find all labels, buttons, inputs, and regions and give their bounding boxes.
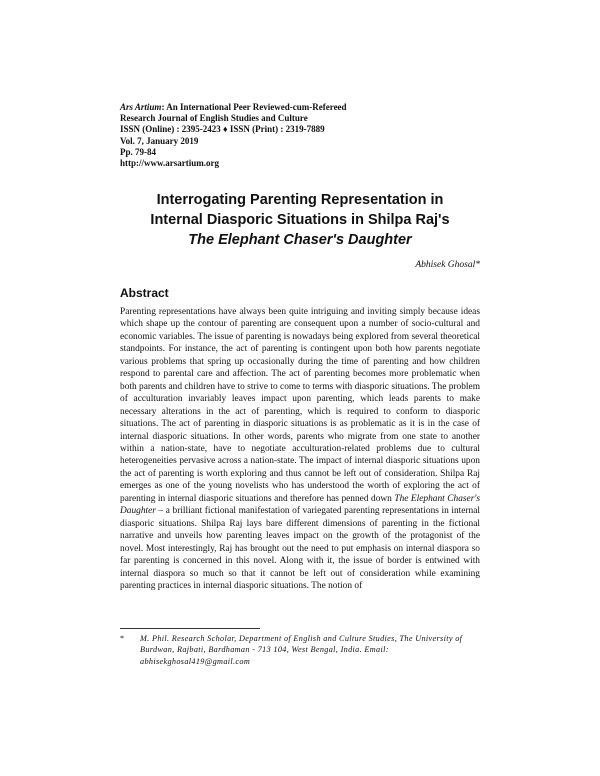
title-line-1: Interrogating Parenting Representation in [156, 192, 444, 208]
footnote-text: M. Phil. Research Scholar, Department of English and Culture Studies, The University of Burdwan, Rajbati, Bardhaman - 713 104, West Bengal, India. Email: abhisekghosal419@gmail.com [140, 634, 463, 666]
author-name: Abhisek Ghosal* [415, 260, 480, 270]
journal-url[interactable]: http://www.arsartium.org [120, 158, 219, 169]
paper-title [110, 190, 490, 250]
footnote [120, 633, 480, 667]
abstract-heading: Abstract [120, 286, 169, 300]
journal-volume: Vol. 7, January 2019 [120, 135, 199, 146]
journal-name: Ars Artium [120, 102, 162, 112]
abstract-text-part2: – a brilliant fictional manifestation of variegated parenting representations in internal diasporic situations. Shilpa Raj lays bare different dimensions of parenting in the fictional narrative and unveils how parenting leaves impact on the growth of the protagonist of the novel. Most interestingly, Raj has brought out the need to put emphasis on internal diaspora so far parenting is concerned in this novel. Along with it, the issue of border is entwined with internal diaspora so much so that it cannot be left out of consideration while examining parenting practices in internal diasporic situations. The notion of [120, 506, 480, 591]
title-line-2: Internal Diasporic Situations in Shilpa Raj's [150, 212, 450, 228]
journal-subtitle-line2: Research Journal of English Studies and Culture [120, 113, 308, 124]
abstract-body [120, 306, 480, 592]
journal-subtitle: : An International Peer Reviewed-cum-Refereed [161, 102, 347, 112]
footnote-mark: * [120, 634, 125, 643]
journal-header [120, 102, 500, 169]
journal-title-line [120, 102, 500, 113]
abstract-text-part1: Parenting representations have always been quite intriguing and inviting simply because ideas which shape up the contour of parenting are consequent upon a number of socio-cultural and economic variables. The issue of parenting is nowadays being explored from several theoretical standpoints. For instance, the act of parenting is contingent upon both how parents negotiate various problems that spring up occasionally during the time of parenting and how children respond to parental care and affection. The act of parenting becomes more problematic when both parents and children have to strive to come to terms with diasporic situations. The problem of acculturation invariably leaves impact upon parenting, which leads parents to make necessary alterations in the act of parenting, which is required to conform to diasporic situations. The act of parenting in diasporic situations is as problematic as it is in the case of internal diasporic situations. In other words, parents who migrate from one state to another within a nation-state, have to negotiate acculturation-related problems due to cultural heterogeneities pervasive across a nation-state. The impact of internal diasporic situations upon the act of parenting is worth exploring and thus cannot be left out of consideration. Shilpa Raj emerges as one of the young novelists who has understood the worth of exploring the act of parenting in internal diasporic situations and therefore has penned down [120, 307, 480, 504]
journal-issn: ISSN (Online) : 2395-2423 ♦ ISSN (Print) : 2319-7889 [120, 124, 325, 135]
journal-pages: Pp. 79-84 [120, 146, 156, 157]
footnote-rule [120, 628, 260, 629]
abstract-book-title: The Elephant Chaser's Daughter [120, 493, 480, 517]
title-line-3: The Elephant Chaser's Daughter [188, 232, 412, 248]
